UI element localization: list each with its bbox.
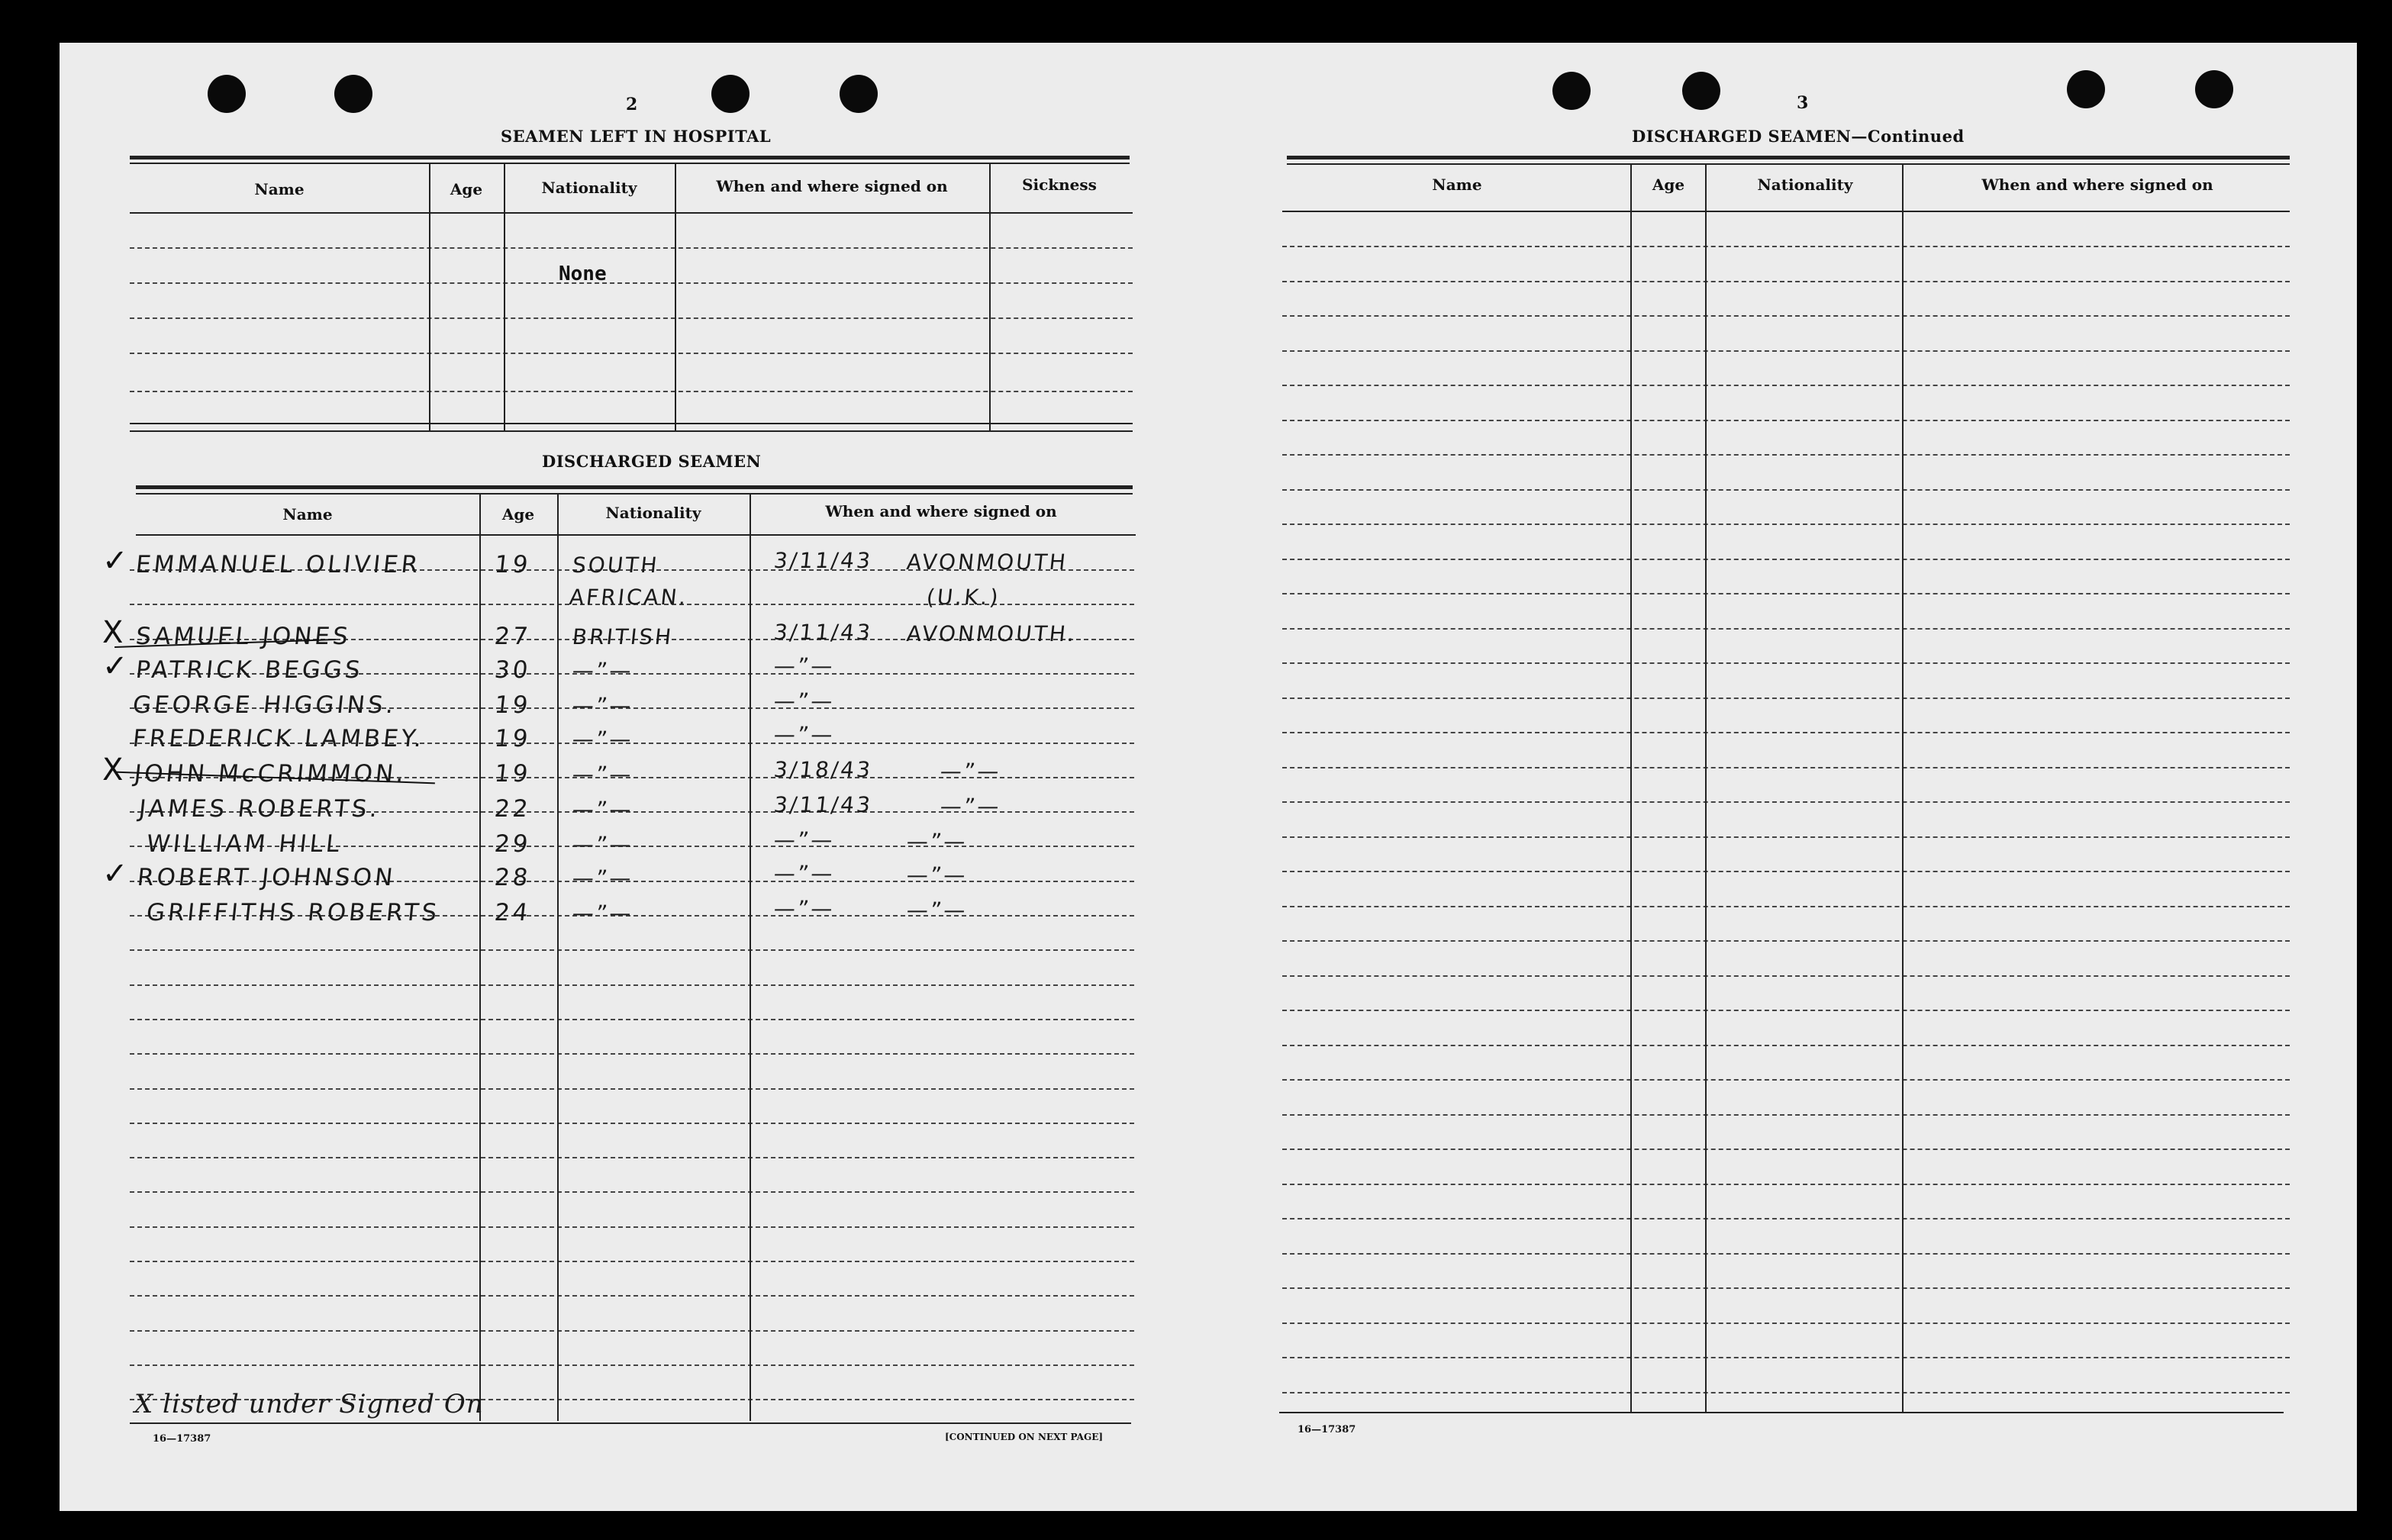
column-divider [989,163,991,430]
table-rule [1287,163,2290,165]
seaman-nationality: —”— [571,832,635,857]
row-mark: X [102,615,124,650]
seaman-name: GEORGE HIGGINS. [131,691,398,719]
page-number: 3 [1797,93,1809,113]
table-rule [1287,156,2290,159]
column-divider [1630,163,1632,1412]
table-rule [1282,698,2290,699]
signed-on-date: 3/11/43 [772,792,874,817]
seaman-nationality: —”— [571,693,635,718]
seaman-nationality: BRITISH [571,624,675,649]
table-rule [1282,836,2290,838]
table-rule [1282,385,2290,386]
seaman-age: 19 [493,725,533,752]
table-rule [130,212,1133,214]
table-rule [136,534,1136,536]
column-divider [479,493,481,1421]
seaman-age: 19 [493,760,533,788]
table-rule [130,163,1130,164]
signed-on-date: —”— [772,722,837,747]
column-header-name: Name [254,180,305,198]
column-header-nationality: Nationality [541,179,637,197]
table-rule [130,984,1134,986]
table-rule [130,1295,1134,1297]
signed-on-date: —”— [772,688,837,714]
table-rule [1282,1357,2290,1358]
seaman-name: PATRICK BEGGS [134,656,365,684]
table-rule [1282,871,2290,872]
seaman-nationality: —”— [571,658,635,683]
table-rule [1282,559,2290,560]
column-header-age: Age [1652,176,1685,194]
table-rule [130,949,1134,951]
table-rule [130,1157,1134,1158]
footnote-handwritten: X listed under Signed On [134,1389,484,1419]
column-header-name: Name [282,505,333,524]
form-code: 16—17387 [153,1433,211,1445]
table-rule [1282,1218,2290,1219]
seaman-name: EMMANUEL OLIVIER [134,551,423,578]
seaman-name: JAMES ROBERTS. [137,795,382,823]
punch-hole [208,75,246,113]
table-rule [136,485,1133,489]
column-divider [1902,163,1904,1412]
seaman-nationality-line2: AFRICAN. [568,585,690,610]
signed-on-place: —”— [939,759,1003,784]
table-rule [130,430,1133,432]
right-page [1204,43,2357,1511]
column-header-sickness: Sickness [1022,176,1097,194]
table-rule [1282,1184,2290,1185]
column-header-age: Age [450,180,483,198]
table-rule [130,1261,1134,1262]
row-mark: ✓ [102,543,128,578]
table-rule [1282,906,2290,907]
seaman-age: 28 [493,864,533,891]
table-rule [1282,732,2290,733]
column-divider [750,493,751,1421]
punch-hole [2195,70,2233,108]
signed-on-place: AVONMOUTH. [905,621,1078,646]
row-mark: ✓ [102,649,128,684]
seaman-nationality: —”— [571,865,635,891]
table-rule [130,353,1133,354]
table-rule [130,1191,1134,1193]
table-rule [1282,593,2290,594]
table-rule [1282,975,2290,977]
table-rule [130,391,1133,392]
table-rule [1282,1079,2290,1081]
row-mark: ✓ [102,856,128,891]
seaman-age: 19 [493,551,533,578]
table-rule [1282,350,2290,352]
column-divider [429,163,430,430]
discharged-section-title: DISCHARGED SEAMEN [542,452,762,471]
table-rule [1282,246,2290,247]
signed-on-place: —”— [905,897,969,923]
table-rule [1282,940,2290,942]
seaman-age: 27 [493,623,533,650]
punch-hole [2067,70,2105,108]
seaman-name: WILLIAM HILL [145,830,344,858]
row-mark: X [102,752,124,788]
signed-on-date: 3/11/43 [772,548,874,573]
seaman-nationality: —”— [571,797,635,822]
seaman-nationality: —”— [571,727,635,752]
table-rule [1282,281,2290,282]
table-rule [130,1330,1134,1332]
signed-on-date: —”— [772,861,837,886]
table-rule [130,1226,1134,1228]
table-rule [130,1088,1134,1090]
signed-on-place: —”— [905,829,969,854]
table-rule [130,1422,1131,1424]
table-rule [1282,1149,2290,1150]
column-divider [504,163,505,430]
punch-hole [840,75,878,113]
table-rule [130,317,1133,319]
hospital-section-title: SEAMEN LEFT IN HOSPITAL [501,127,772,146]
signed-on-date: 3/18/43 [772,757,874,782]
hospital-entry-none: None [559,263,607,285]
seaman-name: FREDERICK LAMBEY. [131,725,427,752]
table-rule [1282,1392,2290,1393]
column-divider [557,493,559,1421]
seaman-name: SAMUEL JONES [134,623,353,650]
column-header-age: Age [501,505,535,524]
seaman-name: ROBERT JOHNSON [136,864,398,891]
signed-on-place-line2: (U.K.) [925,585,1002,610]
seaman-age: 30 [493,656,533,684]
signed-on-place: —”— [939,794,1003,819]
table-rule [1279,1412,2284,1413]
table-rule [1282,454,2290,456]
seaman-age: 22 [493,795,533,823]
punch-hole [1682,72,1720,110]
table-rule [130,1123,1134,1124]
continued-section-title: DISCHARGED SEAMEN—Continued [1632,127,1965,146]
table-rule [1282,315,2290,317]
seaman-nationality: —”— [571,762,635,787]
seaman-age: 29 [493,830,533,858]
table-rule [1282,1287,2290,1289]
signed-on-place: AVONMOUTH [905,549,1069,575]
table-rule [130,423,1133,424]
table-rule [130,156,1130,159]
punch-hole [1552,72,1591,110]
seaman-age: 19 [493,691,533,719]
seaman-nationality: SOUTH [571,553,661,578]
column-header-nationality: Nationality [605,504,701,522]
table-rule [1282,1114,2290,1116]
signed-on-date: —”— [772,896,837,921]
table-rule [1282,420,2290,421]
column-divider [1705,163,1707,1412]
column-divider [675,163,676,430]
punch-hole [711,75,750,113]
seaman-age: 24 [493,899,533,926]
table-rule [1282,801,2290,803]
table-rule [130,247,1133,249]
table-rule [1282,489,2290,491]
table-rule [1282,1253,2290,1255]
column-header-name: Name [1432,176,1482,194]
table-rule [1282,211,2290,212]
column-header-nationality: Nationality [1757,176,1853,194]
table-rule [130,282,1133,284]
page-number: 2 [626,95,638,114]
signed-on-date: —”— [772,653,837,678]
signed-on-date: —”— [772,827,837,852]
column-header-signed-on: When and where signed on [825,502,1057,520]
table-rule [136,493,1133,495]
table-rule [1282,628,2290,630]
column-header-signed-on: When and where signed on [716,177,948,195]
table-rule [1282,662,2290,664]
signed-on-date: 3/11/43 [772,620,874,645]
table-rule [1282,524,2290,525]
column-header-signed-on: When and where signed on [1981,176,2213,194]
table-rule [130,1019,1134,1020]
continued-note: [CONTINUED ON NEXT PAGE] [945,1432,1104,1442]
seaman-name: JOHN McCRIMMON. [133,760,408,788]
table-rule [1282,767,2290,768]
table-rule [1282,1010,2290,1011]
signed-on-place: —”— [905,862,969,888]
table-rule [1282,1323,2290,1324]
seaman-name: GRIFFITHS ROBERTS [145,899,441,926]
seaman-nationality: —”— [571,900,635,926]
table-rule [1282,1045,2290,1046]
form-code: 16—17387 [1298,1424,1356,1435]
punch-hole [334,75,372,113]
table-rule [130,1053,1134,1055]
table-rule [130,1364,1134,1366]
